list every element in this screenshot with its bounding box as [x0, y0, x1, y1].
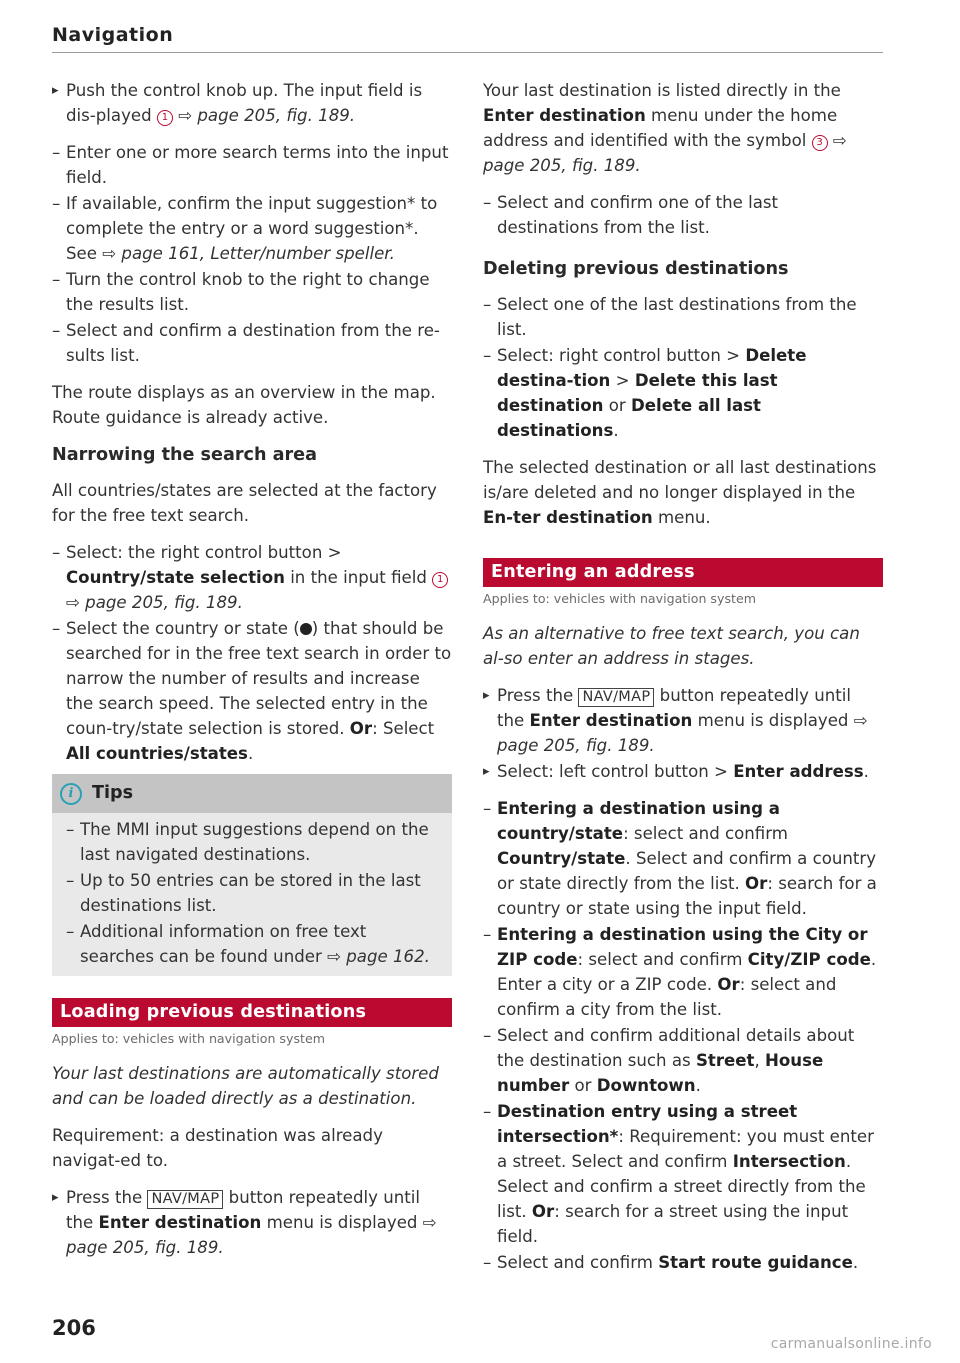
step-item: ▸ Select: left control button > Enter address. [483, 759, 883, 784]
header-divider [52, 52, 883, 53]
info-icon: i [60, 783, 82, 805]
page-link[interactable]: ⇨ page 162. [327, 947, 430, 966]
list-item: – Select and confirm one of the last destinations from the list. [483, 190, 883, 240]
list-item: – Turn the control knob to the right to change the results list. [52, 267, 452, 317]
right-column [483, 78, 883, 1276]
heading-deleting-destinations: Deleting previous destinations [483, 259, 789, 279]
list-item: – Entering a destination using the City or ZIP code: select and confirm City/ZIP code. Enter a city or a ZIP code. Or: select and confirm a city from the list. [483, 922, 883, 1022]
banner-entering-address: Entering an address [483, 558, 883, 587]
applies-note: Applies to: vehicles with navigation system [52, 1031, 325, 1046]
nav-map-button: NAV/MAP [578, 688, 654, 707]
step-item: ▸ Press the NAV/MAP button repeatedly until the Enter destination menu is displayed ⇨ page 205, fig. 189. [483, 683, 883, 758]
list-item: – Destination entry using a street intersection*: Requirement: you must enter a street. Select and confirm Intersection. Select and confirm a street directly from the list. Or: search for a street using the input field. [483, 1099, 883, 1249]
list-item: – Enter one or more search terms into the input field. [52, 140, 452, 190]
list-item: – Select and confirm a destination from the re-sults list. [52, 318, 452, 368]
callout-3-icon: 3 [812, 135, 828, 151]
tips-box [52, 774, 452, 976]
list-item: – Select: right control button > Delete destina-tion > Delete this last destination or Delete all last destinations. [483, 343, 883, 443]
applies-note: Applies to: vehicles with navigation system [483, 591, 756, 606]
list-item: – Select: the right control button > Country/state selection in the input field 1 ⇨ page 205, fig. 189. [52, 540, 452, 615]
page-link[interactable]: ⇨ page 205, fig. 189. [497, 711, 868, 755]
watermark: carmanualsonline.info [770, 1336, 932, 1352]
paragraph: The route displays as an overview in the map. Route guidance is already active. [52, 383, 436, 427]
left-column [52, 78, 452, 1261]
step-item: ▸ Push the control knob up. The input field is dis-played 1 ⇨ page 205, fig. 189. [52, 78, 452, 128]
requirement-text: Requirement: a destination was already navigat-ed to. [52, 1126, 383, 1170]
list-item: – If available, confirm the input suggestion* to complete the entry or a word suggestion*. See ⇨ page 161, Letter/number speller. [52, 191, 452, 266]
list-item: – Select and confirm Start route guidance. [483, 1250, 883, 1275]
page-link[interactable]: ⇨ page 205, fig. 189. [66, 1213, 437, 1257]
heading-narrowing-search: Narrowing the search area [52, 445, 317, 465]
list-item: – Select the country or state ( ) that should be searched for in the free text search in order to narrow the number of results and increase the search speed. The selected entry in the coun-try/state selection is stored. Or: Select All countries/states. [52, 616, 452, 766]
callout-1-icon: 1 [432, 572, 448, 588]
paragraph: All countries/states are selected at the factory for the free text search. [52, 481, 437, 525]
banner-loading-destinations: Loading previous destinations [52, 998, 452, 1027]
tip-item: – The MMI input suggestions depend on the last navigated destinations. [66, 817, 444, 867]
list-item: – Select and confirm additional details about the destination such as Street, House number or Downtown. [483, 1023, 883, 1098]
intro-text: Your last destinations are automatically stored and can be loaded directly as a destination. [52, 1064, 439, 1108]
page-link[interactable]: ⇨ page 161, Letter/number speller. [102, 244, 395, 263]
callout-1-icon: 1 [157, 110, 173, 126]
list-item: – Select one of the last destinations from the list. [483, 292, 883, 342]
section-header: Navigation [52, 24, 174, 46]
step-item: ▸ Press the NAV/MAP button repeatedly until the Enter destination menu is displayed ⇨ page 205, fig. 189. [52, 1185, 452, 1260]
tip-item: – Up to 50 entries can be stored in the last destinations list. [66, 868, 444, 918]
paragraph: The selected destination or all last destinations is/are deleted and no longer displayed in the En-ter destination menu. [483, 458, 877, 527]
page-number: 206 [52, 1316, 96, 1340]
nav-map-button: NAV/MAP [147, 1190, 223, 1209]
paragraph: Your last destination is listed directly in the Enter destination menu under the home address and identified with the symbol 3 ⇨ page 205, fig. 189. [483, 81, 847, 175]
selected-dot-icon [300, 623, 312, 635]
tips-header: i Tips [52, 774, 452, 813]
list-item: – Entering a destination using a country/state: select and confirm Country/state. Select and confirm a country or state directly from the list. Or: search for a country or state using the input field. [483, 796, 883, 921]
tip-item: – Additional information on free text searches can be found under ⇨ page 162. [66, 919, 444, 969]
intro-text: As an alternative to free text search, you can al-so enter an address in stages. [483, 624, 860, 668]
